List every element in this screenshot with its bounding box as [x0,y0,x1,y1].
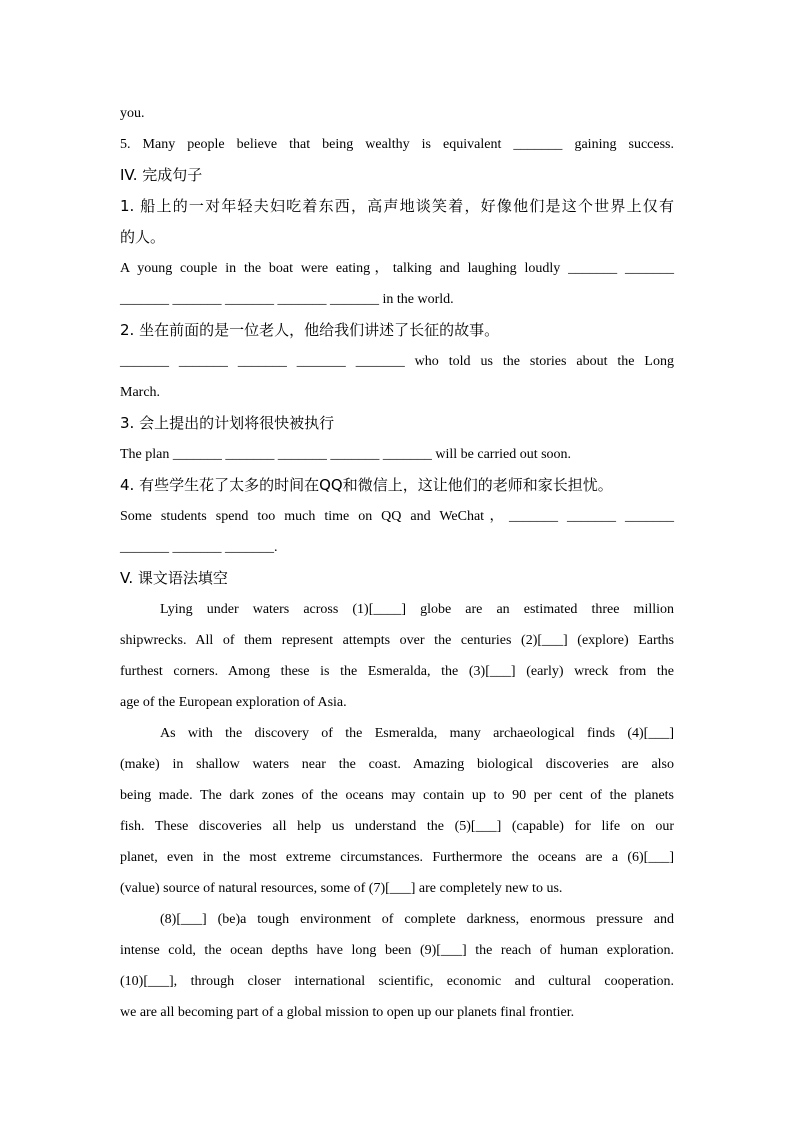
question-1-english-cont: _______ _______ _______ _______ _______ in the world. [120,292,454,307]
paragraph-3-line: (10)[___], through closer international scientific, economic and cultural cooperation. [120,974,674,989]
paragraph-1-line: furthest corners. Among these is the Esmeralda, the (3)[___] (early) wreck from the [120,664,674,679]
question-3-chinese: 3. 会上提出的计划将很快被执行 [120,414,335,432]
question-2-chinese: 2. 坐在前面的是一位老人，他给我们讲述了长征的故事。 [120,321,500,339]
section-iv-heading: IV. 完成句子 [120,166,203,184]
paragraph-3-line: intense cold, the ocean depths have long been (9)[___] the reach of human exploration. [120,943,674,958]
paragraph-1-line: Lying under waters across (1)[____] globe are an estimated three million [160,602,674,617]
paragraph-3-line: (8)[___] (be)a tough environment of complete darkness, enormous pressure and [160,912,674,927]
question-3-english: The plan _______ _______ _______ _______ _______ will be carried out soon. [120,447,572,462]
section-v-heading: V. 课文语法填空 [120,569,228,587]
question-2-english: _______ _______ _______ _______ _______ who told us the stories about the Long [120,354,674,369]
paragraph-3-line: we are all becoming part of a global mission to open up our planets final frontier. [120,1005,575,1020]
question-2-english-cont: March. [120,385,161,400]
paragraph-2-line: As with the discovery of the Esmeralda, many archaeological finds (4)[___] [160,726,674,741]
paragraph-2-line: (make) in shallow waters near the coast. Amazing biological discoveries are also [120,757,674,772]
paragraph-1-line: age of the European exploration of Asia. [120,695,347,710]
question-1-english: A young couple in the boat were eating，talking and laughing loudly _______ _______ [120,261,674,276]
question-5: 5. Many people believe that being wealthy is equivalent _______ gaining success. [120,137,674,152]
question-4-english-cont: _______ _______ _______. [120,540,278,555]
question-1-chinese-cont: 的人。 [120,228,166,246]
worksheet-page [120,98,674,1028]
question-4-chinese: 4. 有些学生花了太多的时间在QQ和微信上，这让他们的老师和家长担忧。 [120,476,613,494]
paragraph-2-line: planet, even in the most extreme circumstances. Furthermore the oceans are a (6)[___] [120,850,674,865]
paragraph-1-line: shipwrecks. All of them represent attempts over the centuries (2)[___] (explore) Earths [120,633,674,648]
text-line: you. [120,106,145,121]
paragraph-2-line: (value) source of natural resources, some of (7)[___] are completely new to us. [120,881,563,896]
question-1-chinese: 1. 船上的一对年轻夫妇吃着东西，高声地谈笑着，好像他们是这个世界上仅有 [120,197,674,215]
paragraph-2-line: being made. The dark zones of the oceans may contain up to 90 per cent of the planets [120,788,674,803]
question-4-english: Some students spend too much time on QQ and WeChat，_______ _______ _______ [120,509,674,524]
paragraph-2-line: fish. These discoveries all help us understand the (5)[___] (capable) for life on our [120,819,674,834]
